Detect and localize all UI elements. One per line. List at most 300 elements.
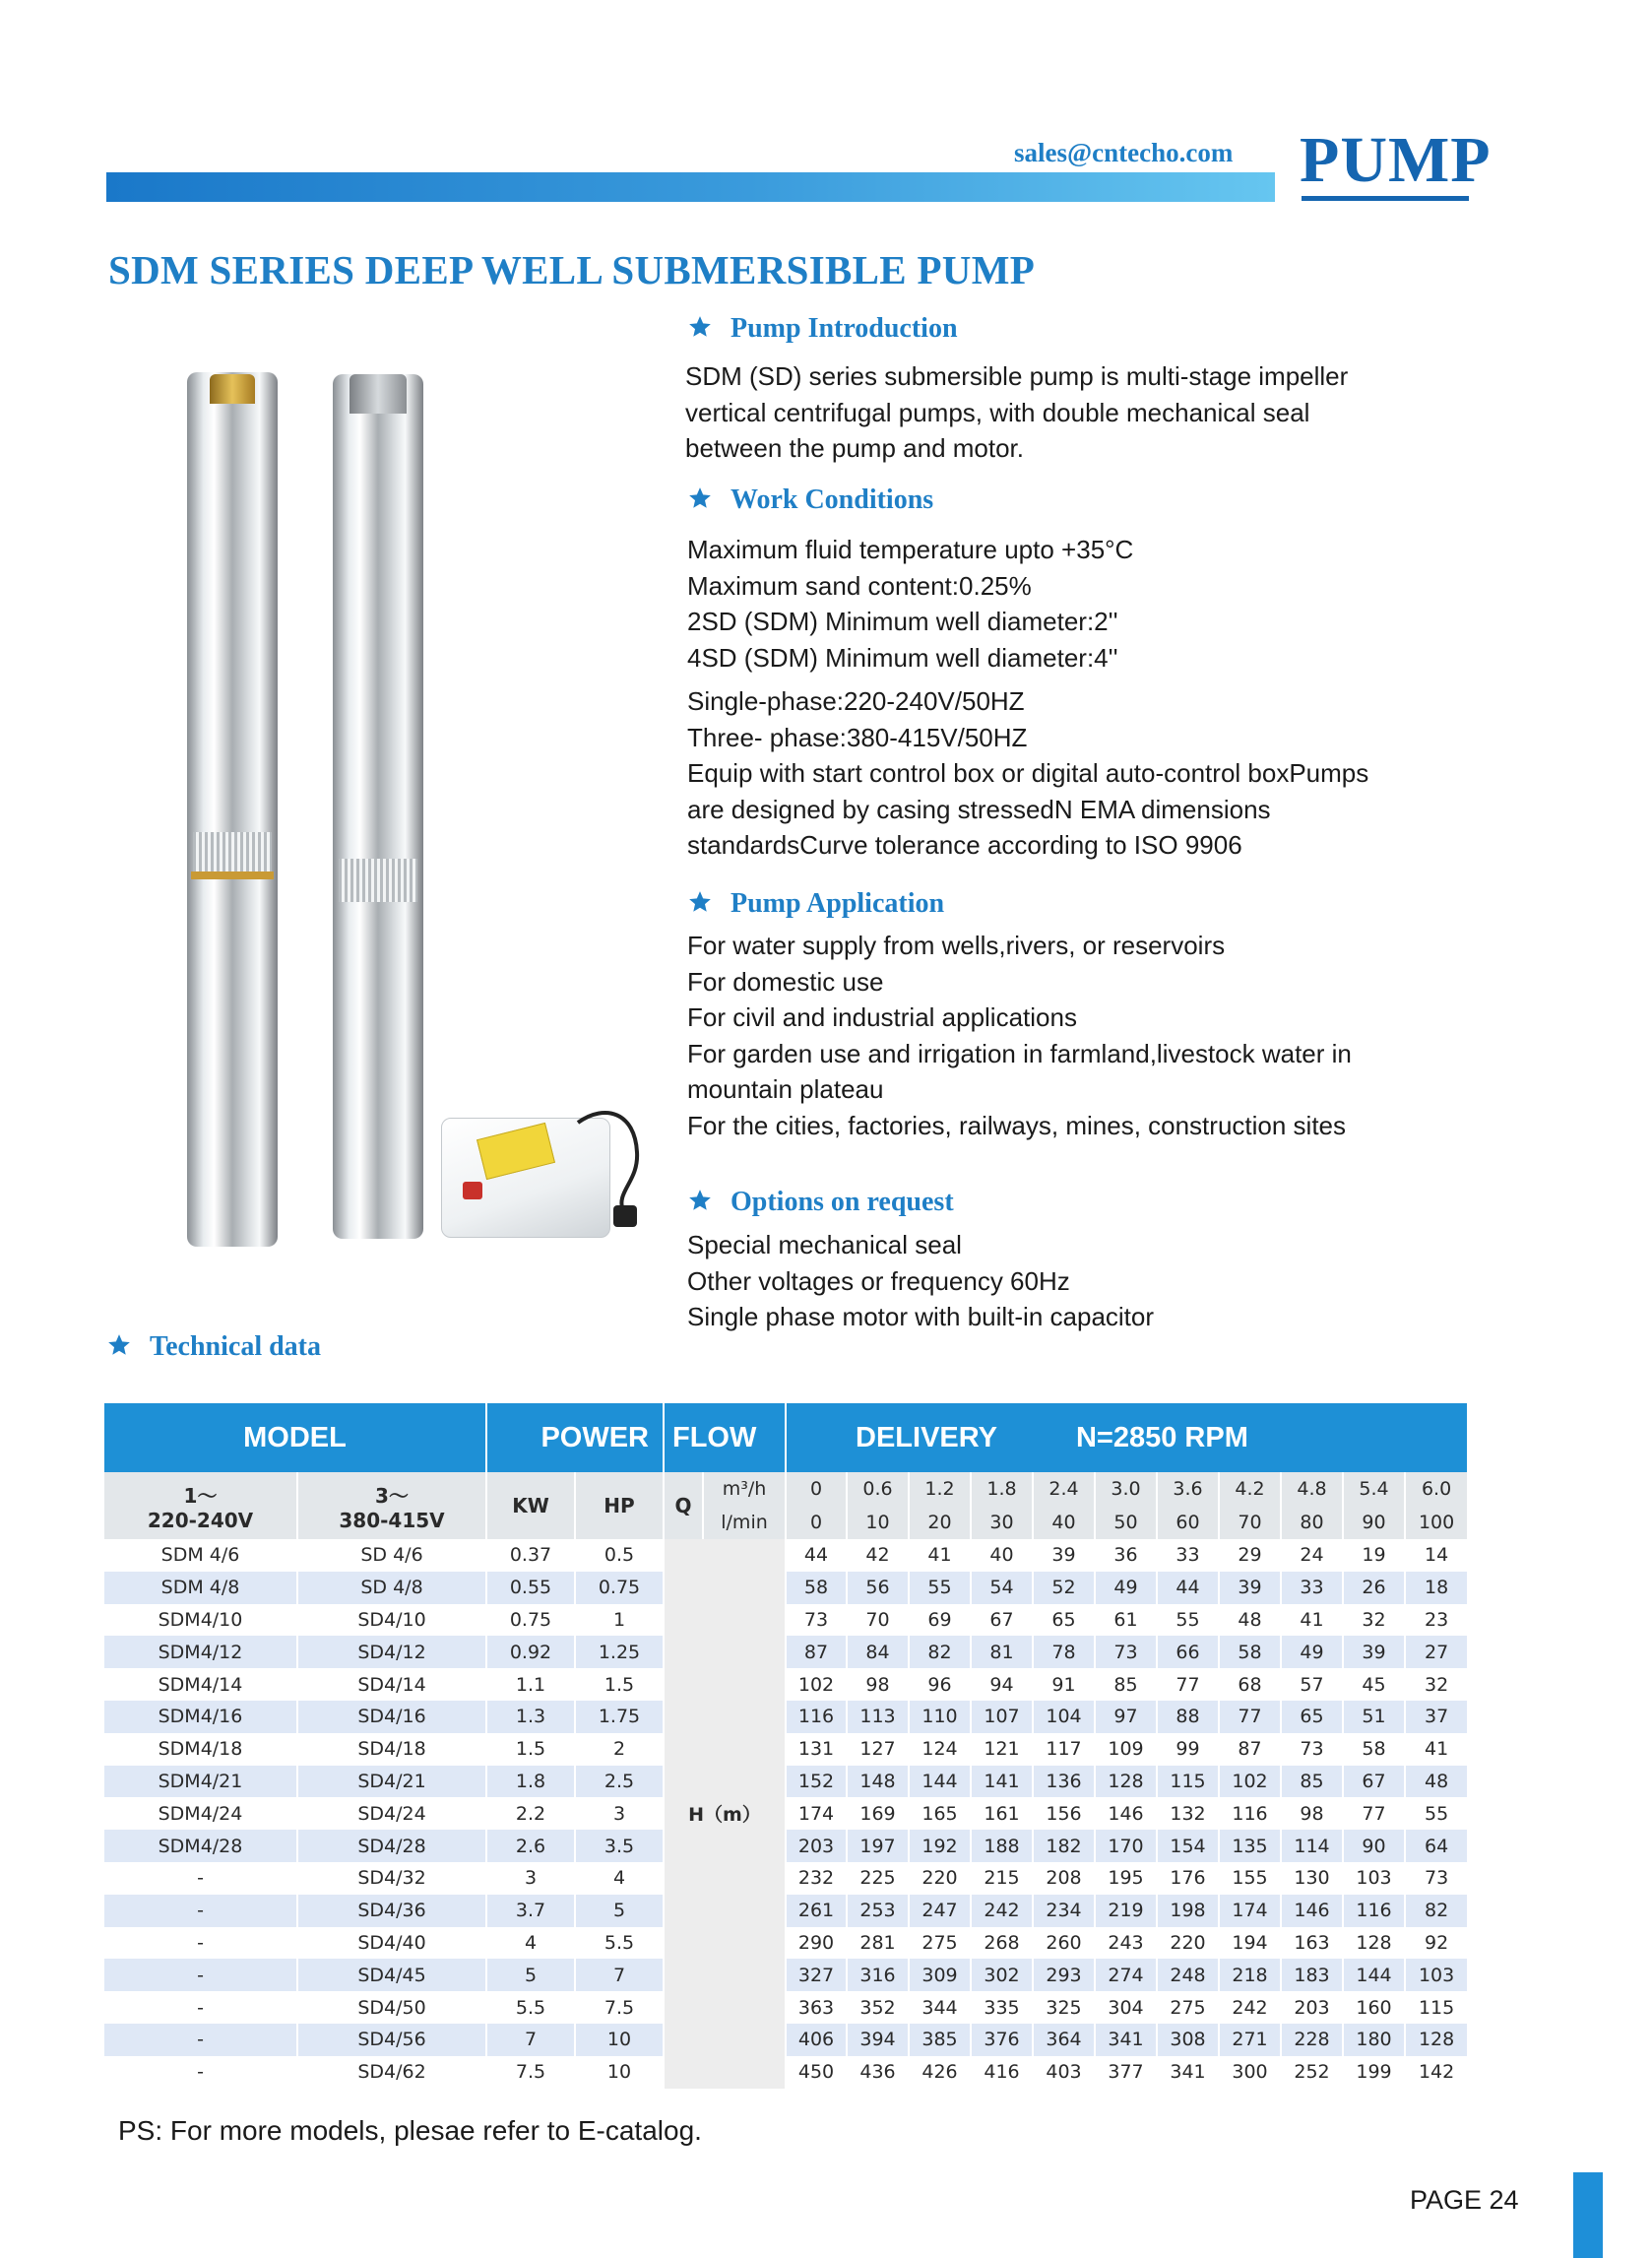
technical-heading-text: Technical data: [150, 1331, 321, 1362]
flow-lmin-value: 70: [1219, 1506, 1281, 1539]
power-hp: 0.5: [575, 1539, 664, 1572]
flow-m3h-value: 4.2: [1219, 1472, 1281, 1506]
head-value: 152: [786, 1766, 847, 1798]
flow-lmin-value: 30: [971, 1506, 1033, 1539]
power-hp: 1.25: [575, 1636, 664, 1668]
head-value: 54: [971, 1572, 1033, 1604]
text-line: Maximum sand content:0.25%: [687, 570, 1032, 601]
head-value: 27: [1405, 1636, 1467, 1668]
text-line: 4SD (SDM) Minimum well diameter:4'': [687, 642, 1118, 673]
head-value: 39: [1219, 1572, 1281, 1604]
power-kw: 7.5: [486, 2056, 575, 2089]
head-value: 253: [847, 1895, 909, 1927]
head-value: 376: [971, 2024, 1033, 2056]
head-value: 45: [1343, 1668, 1405, 1701]
model-three-phase: SD4/36: [297, 1895, 486, 1927]
application-heading-text: Pump Application: [731, 888, 945, 919]
flow-m3h-value: 2.4: [1033, 1472, 1095, 1506]
text-line: vertical centrifugal pumps, with double mechanical seal: [685, 397, 1310, 427]
head-value: 146: [1095, 1797, 1157, 1830]
flow-m3h-value: 0: [786, 1472, 847, 1506]
power-kw: 2.6: [486, 1830, 575, 1862]
head-value: 426: [909, 2056, 971, 2089]
pump-image-sdm: [187, 372, 278, 1247]
flow-lmin-value: 50: [1095, 1506, 1157, 1539]
head-value: 142: [1405, 2056, 1467, 2089]
model-three-phase: SD4/18: [297, 1733, 486, 1766]
head-value: 220: [1157, 1927, 1219, 1960]
head-value: 37: [1405, 1701, 1467, 1733]
head-value: 58: [1343, 1733, 1405, 1766]
head-value: 90: [1343, 1830, 1405, 1862]
flow-lmin-value: 90: [1343, 1506, 1405, 1539]
head-value: 132: [1157, 1797, 1219, 1830]
introduction-text: [685, 358, 1348, 467]
hp-header: HP: [575, 1472, 664, 1539]
head-value: 275: [909, 1927, 971, 1960]
head-value: 51: [1343, 1701, 1405, 1733]
head-value: 341: [1157, 2056, 1219, 2089]
head-value: 144: [1343, 1959, 1405, 1991]
head-value: 116: [786, 1701, 847, 1733]
head-value: 183: [1281, 1959, 1343, 1991]
power-kw: 3.7: [486, 1895, 575, 1927]
flow-m3h-value: 4.8: [1281, 1472, 1343, 1506]
head-value: 124: [909, 1733, 971, 1766]
header-delivery-text: DELIVERY: [856, 1421, 997, 1453]
star-icon: [687, 889, 713, 915]
table-row: [104, 1766, 1467, 1798]
table-row: [104, 1959, 1467, 1991]
head-value: 67: [971, 1604, 1033, 1637]
head-value: 242: [1219, 1991, 1281, 2024]
flow-m3h-value: 6.0: [1405, 1472, 1467, 1506]
power-kw: 1.5: [486, 1733, 575, 1766]
head-value: 19: [1343, 1539, 1405, 1572]
power-hp: 1.5: [575, 1668, 664, 1701]
flow-lmin-value: 60: [1157, 1506, 1219, 1539]
table-row: [104, 1668, 1467, 1701]
table-row: [104, 1572, 1467, 1604]
head-value: 242: [971, 1895, 1033, 1927]
single-phase-symbol: 1～: [183, 1483, 218, 1508]
head-value: 127: [847, 1733, 909, 1766]
table-row: [104, 2024, 1467, 2056]
head-value: 195: [1095, 1862, 1157, 1895]
head-value: 116: [1343, 1895, 1405, 1927]
model-single-phase: -: [104, 1927, 297, 1960]
head-value: 225: [847, 1862, 909, 1895]
control-box-switch: [463, 1182, 482, 1199]
head-value: 98: [847, 1668, 909, 1701]
head-value: 44: [786, 1539, 847, 1572]
head-value: 268: [971, 1927, 1033, 1960]
power-kw: 0.92: [486, 1636, 575, 1668]
head-value: 57: [1281, 1668, 1343, 1701]
power-hp: 7.5: [575, 1991, 664, 2024]
head-value: 64: [1405, 1830, 1467, 1862]
power-kw: 1.8: [486, 1766, 575, 1798]
q-header: Q: [664, 1472, 703, 1539]
head-value: 403: [1033, 2056, 1095, 2089]
model-single-phase: SDM4/12: [104, 1636, 297, 1668]
head-value: 141: [971, 1766, 1033, 1798]
pump-intake-screen: [193, 832, 272, 871]
head-value: 73: [1281, 1733, 1343, 1766]
head-value: 84: [847, 1636, 909, 1668]
table-header-row: [104, 1403, 1467, 1472]
flow-m3h-value: 1.8: [971, 1472, 1033, 1506]
head-value: 416: [971, 2056, 1033, 2089]
head-value: 49: [1281, 1636, 1343, 1668]
model-three-phase: SD4/14: [297, 1668, 486, 1701]
head-value: 41: [1405, 1733, 1467, 1766]
head-value: 154: [1157, 1830, 1219, 1862]
model-single-phase: SDM4/28: [104, 1830, 297, 1862]
head-value: 73: [1405, 1862, 1467, 1895]
head-value: 49: [1095, 1572, 1157, 1604]
head-value: 218: [1219, 1959, 1281, 1991]
technical-data-table: [104, 1403, 1467, 2089]
text-line: Special mechanical seal: [687, 1230, 962, 1259]
model-single-phase: SDM 4/8: [104, 1572, 297, 1604]
power-hp: 3.5: [575, 1830, 664, 1862]
head-value: 82: [1405, 1895, 1467, 1927]
head-value: 73: [1095, 1636, 1157, 1668]
model-three-phase: SD4/12: [297, 1636, 486, 1668]
power-hp: 10: [575, 2024, 664, 2056]
head-value: 78: [1033, 1636, 1095, 1668]
section-heading-options: [687, 1187, 954, 1218]
head-value: 135: [1219, 1830, 1281, 1862]
power-hp: 7: [575, 1959, 664, 1991]
head-value: 234: [1033, 1895, 1095, 1927]
text-line: Equip with start control box or digital auto-control boxPumps: [687, 758, 1369, 788]
head-value: 65: [1281, 1701, 1343, 1733]
model-three-phase: SD4/10: [297, 1604, 486, 1637]
section-heading-work-conditions: [687, 484, 933, 516]
model-three-phase: SD4/50: [297, 1991, 486, 2024]
model-single-phase: -: [104, 2024, 297, 2056]
flow-m3h-value: 3.0: [1095, 1472, 1157, 1506]
head-value: 170: [1095, 1830, 1157, 1862]
table-row: [104, 1604, 1467, 1637]
brand-logo: PUMP: [1300, 124, 1492, 196]
head-value: 55: [1157, 1604, 1219, 1637]
head-value: 304: [1095, 1991, 1157, 2024]
head-value: 363: [786, 1991, 847, 2024]
head-value: 56: [847, 1572, 909, 1604]
power-kw: 7: [486, 2024, 575, 2056]
head-value: 73: [786, 1604, 847, 1637]
head-value: 92: [1405, 1927, 1467, 1960]
text-line: Single-phase:220-240V/50HZ: [687, 686, 1025, 716]
head-value: 247: [909, 1895, 971, 1927]
options-text: [687, 1227, 1154, 1335]
head-value: 39: [1343, 1636, 1405, 1668]
head-value: 136: [1033, 1766, 1095, 1798]
head-label: H（m）: [664, 1539, 786, 2089]
head-value: 344: [909, 1991, 971, 2024]
power-kw: 0.37: [486, 1539, 575, 1572]
head-value: 144: [909, 1766, 971, 1798]
model-three-phase: SD4/32: [297, 1862, 486, 1895]
head-value: 94: [971, 1668, 1033, 1701]
power-hp: 4: [575, 1862, 664, 1895]
head-value: 148: [847, 1766, 909, 1798]
text-line: For civil and industrial applications: [687, 1002, 1077, 1032]
head-value: 406: [786, 2024, 847, 2056]
head-value: 110: [909, 1701, 971, 1733]
model-three-phase: SD4/21: [297, 1766, 486, 1798]
head-value: 82: [909, 1636, 971, 1668]
three-phase-voltage: 380-415V: [339, 1508, 445, 1532]
head-value: 32: [1405, 1668, 1467, 1701]
head-value: 219: [1095, 1895, 1157, 1927]
model-three-phase: SD4/28: [297, 1830, 486, 1862]
text-line: Three- phase:380-415V/50HZ: [687, 722, 1028, 752]
model-single-phase: -: [104, 1862, 297, 1895]
head-value: 176: [1157, 1862, 1219, 1895]
model-single-phase: SDM 4/6: [104, 1539, 297, 1572]
table-row: [104, 1539, 1467, 1572]
model-three-phase: SD4/40: [297, 1927, 486, 1960]
unit-lmin: l/min: [703, 1506, 786, 1539]
head-value: 128: [1095, 1766, 1157, 1798]
section-heading-introduction: [687, 313, 958, 345]
pump-intake-screen-2: [339, 859, 417, 902]
text-line: between the pump and motor.: [685, 433, 1025, 463]
head-value: 29: [1219, 1539, 1281, 1572]
head-value: 243: [1095, 1927, 1157, 1960]
flow-lmin-value: 40: [1033, 1506, 1095, 1539]
head-value: 394: [847, 2024, 909, 2056]
head-value: 88: [1157, 1701, 1219, 1733]
power-kw: 1.3: [486, 1701, 575, 1733]
table-row: [104, 1862, 1467, 1895]
head-value: 228: [1281, 2024, 1343, 2056]
head-value: 32: [1343, 1604, 1405, 1637]
head-value: 300: [1219, 2056, 1281, 2089]
head-value: 96: [909, 1668, 971, 1701]
table-subheader-row-1: [104, 1472, 1467, 1506]
single-phase-voltage: 220-240V: [147, 1508, 254, 1532]
table-row: [104, 1636, 1467, 1668]
page-marker-bar: [1573, 2172, 1603, 2258]
head-value: 146: [1281, 1895, 1343, 1927]
power-kw: 3: [486, 1862, 575, 1895]
head-value: 114: [1281, 1830, 1343, 1862]
head-value: 115: [1405, 1991, 1467, 2024]
head-value: 436: [847, 2056, 909, 2089]
head-value: 69: [909, 1604, 971, 1637]
model-three-phase: SD4/62: [297, 2056, 486, 2089]
head-value: 160: [1343, 1991, 1405, 2024]
head-value: 131: [786, 1733, 847, 1766]
head-value: 102: [786, 1668, 847, 1701]
head-value: 107: [971, 1701, 1033, 1733]
head-value: 33: [1157, 1539, 1219, 1572]
head-value: 156: [1033, 1797, 1095, 1830]
head-value: 261: [786, 1895, 847, 1927]
star-icon: [687, 314, 713, 340]
pump-brass-ring: [191, 871, 274, 879]
head-value: 61: [1095, 1604, 1157, 1637]
pump-steel-cap: [349, 374, 407, 414]
model-three-phase: SD4/24: [297, 1797, 486, 1830]
flow-m3h-value: 3.6: [1157, 1472, 1219, 1506]
power-cable-image: [576, 1103, 655, 1231]
flow-m3h-value: 0.6: [847, 1472, 909, 1506]
kw-header: KW: [486, 1472, 575, 1539]
flow-lmin-value: 0: [786, 1506, 847, 1539]
text-line: For water supply from wells,rivers, or reservoirs: [687, 931, 1226, 960]
head-value: 103: [1405, 1959, 1467, 1991]
head-value: 364: [1033, 2024, 1095, 2056]
head-value: 252: [1281, 2056, 1343, 2089]
head-value: 155: [1219, 1862, 1281, 1895]
model-three-phase: SD4/56: [297, 2024, 486, 2056]
table-row: [104, 1991, 1467, 2024]
header-delivery: [786, 1403, 1467, 1472]
power-kw: 0.75: [486, 1604, 575, 1637]
header-power: POWER: [486, 1403, 664, 1472]
head-value: 203: [786, 1830, 847, 1862]
table-row: [104, 2056, 1467, 2089]
text-line: Other voltages or frequency 60Hz: [687, 1265, 1070, 1296]
model-single-phase: SDM4/21: [104, 1766, 297, 1798]
head-value: 87: [1219, 1733, 1281, 1766]
head-value: 352: [847, 1991, 909, 2024]
table-row: [104, 1830, 1467, 1862]
star-icon: [106, 1332, 132, 1358]
section-heading-application: [687, 888, 944, 920]
logo-underline: [1302, 196, 1469, 201]
model-single-phase: -: [104, 1959, 297, 1991]
application-text: [687, 928, 1352, 1143]
head-value: 163: [1281, 1927, 1343, 1960]
power-hp: 2.5: [575, 1766, 664, 1798]
head-value: 77: [1343, 1797, 1405, 1830]
model-single-phase: -: [104, 2056, 297, 2089]
head-value: 55: [909, 1572, 971, 1604]
head-value: 91: [1033, 1668, 1095, 1701]
head-value: 180: [1343, 2024, 1405, 2056]
work-conditions-text: [687, 532, 1368, 864]
head-value: 327: [786, 1959, 847, 1991]
text-line: Maximum fluid temperature upto +35°C: [687, 535, 1134, 564]
contact-email[interactable]: sales@cntecho.com: [1014, 138, 1234, 167]
head-value: 77: [1219, 1701, 1281, 1733]
head-value: 55: [1405, 1797, 1467, 1830]
power-hp: 2: [575, 1733, 664, 1766]
power-hp: 3: [575, 1797, 664, 1830]
head-value: 208: [1033, 1862, 1095, 1895]
head-value: 48: [1219, 1604, 1281, 1637]
model-three-phase: SD 4/8: [297, 1572, 486, 1604]
power-kw: 2.2: [486, 1797, 575, 1830]
head-value: 117: [1033, 1733, 1095, 1766]
power-kw: 5: [486, 1959, 575, 1991]
head-value: 165: [909, 1797, 971, 1830]
head-value: 232: [786, 1862, 847, 1895]
options-heading-text: Options on request: [731, 1187, 954, 1217]
unit-m3h: m³/h: [703, 1472, 786, 1506]
head-value: 26: [1343, 1572, 1405, 1604]
head-value: 174: [1219, 1895, 1281, 1927]
table-row: [104, 1927, 1467, 1960]
flow-lmin-value: 10: [847, 1506, 909, 1539]
head-value: 14: [1405, 1539, 1467, 1572]
power-hp: 5.5: [575, 1927, 664, 1960]
head-value: 199: [1343, 2056, 1405, 2089]
table-row: [104, 1701, 1467, 1733]
head-value: 98: [1281, 1797, 1343, 1830]
head-value: 65: [1033, 1604, 1095, 1637]
head-value: 39: [1033, 1539, 1095, 1572]
flow-lmin-value: 80: [1281, 1506, 1343, 1539]
model-single-phase: -: [104, 1895, 297, 1927]
pump-brass-cap: [210, 374, 255, 404]
head-value: 109: [1095, 1733, 1157, 1766]
head-value: 115: [1157, 1766, 1219, 1798]
power-kw: 0.55: [486, 1572, 575, 1604]
head-value: 215: [971, 1862, 1033, 1895]
head-value: 248: [1157, 1959, 1219, 1991]
head-value: 99: [1157, 1733, 1219, 1766]
head-value: 67: [1343, 1766, 1405, 1798]
head-value: 188: [971, 1830, 1033, 1862]
table-row: [104, 1895, 1467, 1927]
head-value: 40: [971, 1539, 1033, 1572]
head-value: 192: [909, 1830, 971, 1862]
footnote: PS: For more models, plesae refer to E-catalog.: [118, 2115, 702, 2146]
head-value: 335: [971, 1991, 1033, 2024]
header-bar: [106, 172, 1275, 202]
head-value: 174: [786, 1797, 847, 1830]
head-value: 450: [786, 2056, 847, 2089]
head-value: 42: [847, 1539, 909, 1572]
head-value: 308: [1157, 2024, 1219, 2056]
model-single-phase: SDM4/14: [104, 1668, 297, 1701]
head-value: 385: [909, 2024, 971, 2056]
head-value: 44: [1157, 1572, 1219, 1604]
star-icon: [687, 485, 713, 511]
power-hp: 1: [575, 1604, 664, 1637]
text-line: are designed by casing stressedN EMA dimensions: [687, 794, 1271, 824]
head-value: 87: [786, 1636, 847, 1668]
power-hp: 10: [575, 2056, 664, 2089]
head-value: 104: [1033, 1701, 1095, 1733]
flow-m3h-value: 1.2: [909, 1472, 971, 1506]
section-heading-technical: [106, 1331, 321, 1363]
power-hp: 5: [575, 1895, 664, 1927]
head-value: 161: [971, 1797, 1033, 1830]
pump-image-sd: [333, 374, 423, 1239]
head-value: 293: [1033, 1959, 1095, 1991]
head-value: 97: [1095, 1701, 1157, 1733]
head-value: 85: [1095, 1668, 1157, 1701]
power-kw: 4: [486, 1927, 575, 1960]
head-value: 36: [1095, 1539, 1157, 1572]
head-value: 66: [1157, 1636, 1219, 1668]
flow-lmin-value: 20: [909, 1506, 971, 1539]
single-phase-header: [104, 1472, 297, 1539]
model-three-phase: SD4/45: [297, 1959, 486, 1991]
head-value: 203: [1281, 1991, 1343, 2024]
head-value: 113: [847, 1701, 909, 1733]
head-value: 41: [909, 1539, 971, 1572]
